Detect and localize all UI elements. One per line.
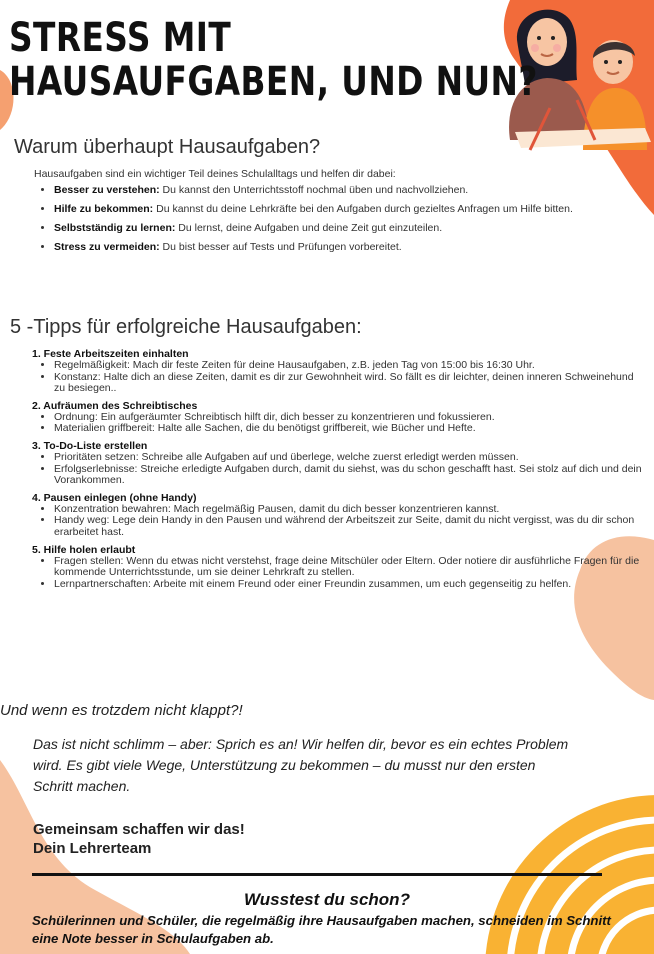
fail-text: Das ist nicht schlimm – aber: Sprich es an! Wir helfen dir, bevor es ein echtes Problem wird. Es gibt viele Wege, Unterstützung zu bekommen – du musst nur den ersten Schritt machen. [33, 736, 569, 794]
fact-text: Schülerinnen und Schüler, die regelmäßig ihre Hausaufgaben machen, schneiden im Schnitt eine Note besser in Schulaufgaben ab. [32, 913, 611, 946]
tip [32, 348, 642, 395]
tip-point: • Lernpartnerschaften: Arbeite mit einem Freund oder einer Freundin zusammen, um euch gegenseitig zu helfen. [54, 579, 642, 591]
intro-text: Hausaufgaben sind ein wichtiger Teil deines Schulalltags und helfen dir dabei: [34, 168, 396, 180]
tip-title: 3. To-Do-Liste erstellen [32, 439, 148, 452]
tip [32, 544, 642, 591]
signature [33, 820, 245, 858]
divider [32, 873, 602, 876]
item-bold: Stress zu vermeiden: [54, 241, 160, 253]
heading-tips: 5 -Tipps für erfolgreiche Hausaufgaben: [10, 316, 362, 338]
item-bold: Besser zu verstehen: [54, 184, 160, 196]
tip-title: 1. Feste Arbeitszeiten einhalten [32, 348, 189, 360]
list-item [54, 241, 614, 253]
tip-point: • Handy weg: Lege dein Handy in den Pausen und während der Arbeitszeit zur Seite, damit du nicht vergisst, was du dir schon erarbeitet hast. [54, 515, 642, 538]
fact-title: Wusstest du schon? [244, 890, 410, 909]
benefits-list [40, 184, 614, 260]
tip-point: • Konstanz: Halte dich an diese Zeiten, damit es dir zur Gewohnheit wird. So fällt es dir leichter, deinen inneren Schweinehund zu besiegen.. [54, 372, 642, 395]
item-text: Du lernst, deine Aufgaben und deine Zeit gut einzuteilen. [175, 222, 443, 234]
tip [32, 400, 642, 435]
list-item [54, 222, 614, 234]
item-text: Du kannst du deine Lehrkräfte bei den Aufgaben durch gezieltes Anfragen um Hilfe bitten. [153, 203, 573, 215]
tip-point: • Prioritäten setzen: Schreibe alle Aufgaben auf und überlege, welche zuerst erledigt werden müssen. [54, 452, 642, 464]
tip-point: • Konzentration bewahren: Mach regelmäßig Pausen, damit du dich besser konzentrieren kannst. [54, 504, 642, 516]
heading-fail: Und wenn es trotzdem nicht klappt?! [0, 702, 243, 719]
tips-list [32, 348, 642, 595]
tip-point: • Materialien griffbereit: Halte alle Sachen, die du benötigst griffbereit, wie Bücher und Hefte. [54, 423, 642, 435]
list-item [54, 203, 614, 215]
item-text: Du bist besser auf Tests und Prüfungen vorbereitet. [159, 241, 402, 253]
tip [32, 440, 642, 487]
item-bold: Hilfe zu bekommen: [54, 203, 154, 215]
tip-point: • Fragen stellen: Wenn du etwas nicht verstehst, frage deine Mitschüler oder Eltern. Oder notiere dir ausführliche Fragen für die kommende Unterrichtsstunde, um sie deiner Lehrkraft zu stellen. [54, 556, 642, 579]
tip-title: 2. Aufräumen des Schreibtisches [32, 399, 198, 412]
signature-line2: Dein Lehrerteam [33, 840, 152, 857]
item-text: Du kannst den Unterrichtsstoff nochmal üben und nachvollziehen. [159, 184, 469, 196]
tip-title: 4. Pausen einlegen (ohne Handy) [32, 491, 197, 504]
list-item [54, 184, 614, 196]
tip-point: • Ordnung: Ein aufgeräumter Schreibtisch hilft dir, dich besser zu konzentrieren und fokussieren. [54, 412, 642, 424]
tip-point: • Erfolgserlebnisse: Streiche erledigte Aufgaben durch, damit du siehst, was du schon geschafft hast. Sei stolz auf dich und dein Vorankommen. [54, 464, 642, 487]
tip-point: • Regelmäßigkeit: Mach dir feste Zeiten für deine Hausaufgaben, z.B. jeden Tag von 15:00 bis 16:30 Uhr. [54, 360, 642, 372]
signature-line1: Gemeinsam schaffen wir das! [33, 821, 245, 838]
tip-title: 5. Hilfe holen erlaubt [32, 543, 136, 556]
page-title: STRESS MIT HAUSAUFGABEN, UND NUN? [9, 15, 538, 105]
tip [32, 492, 642, 539]
heading-why: Warum überhaupt Hausaufgaben? [14, 136, 321, 158]
item-bold: Selbstständig zu lernen: [54, 222, 176, 234]
